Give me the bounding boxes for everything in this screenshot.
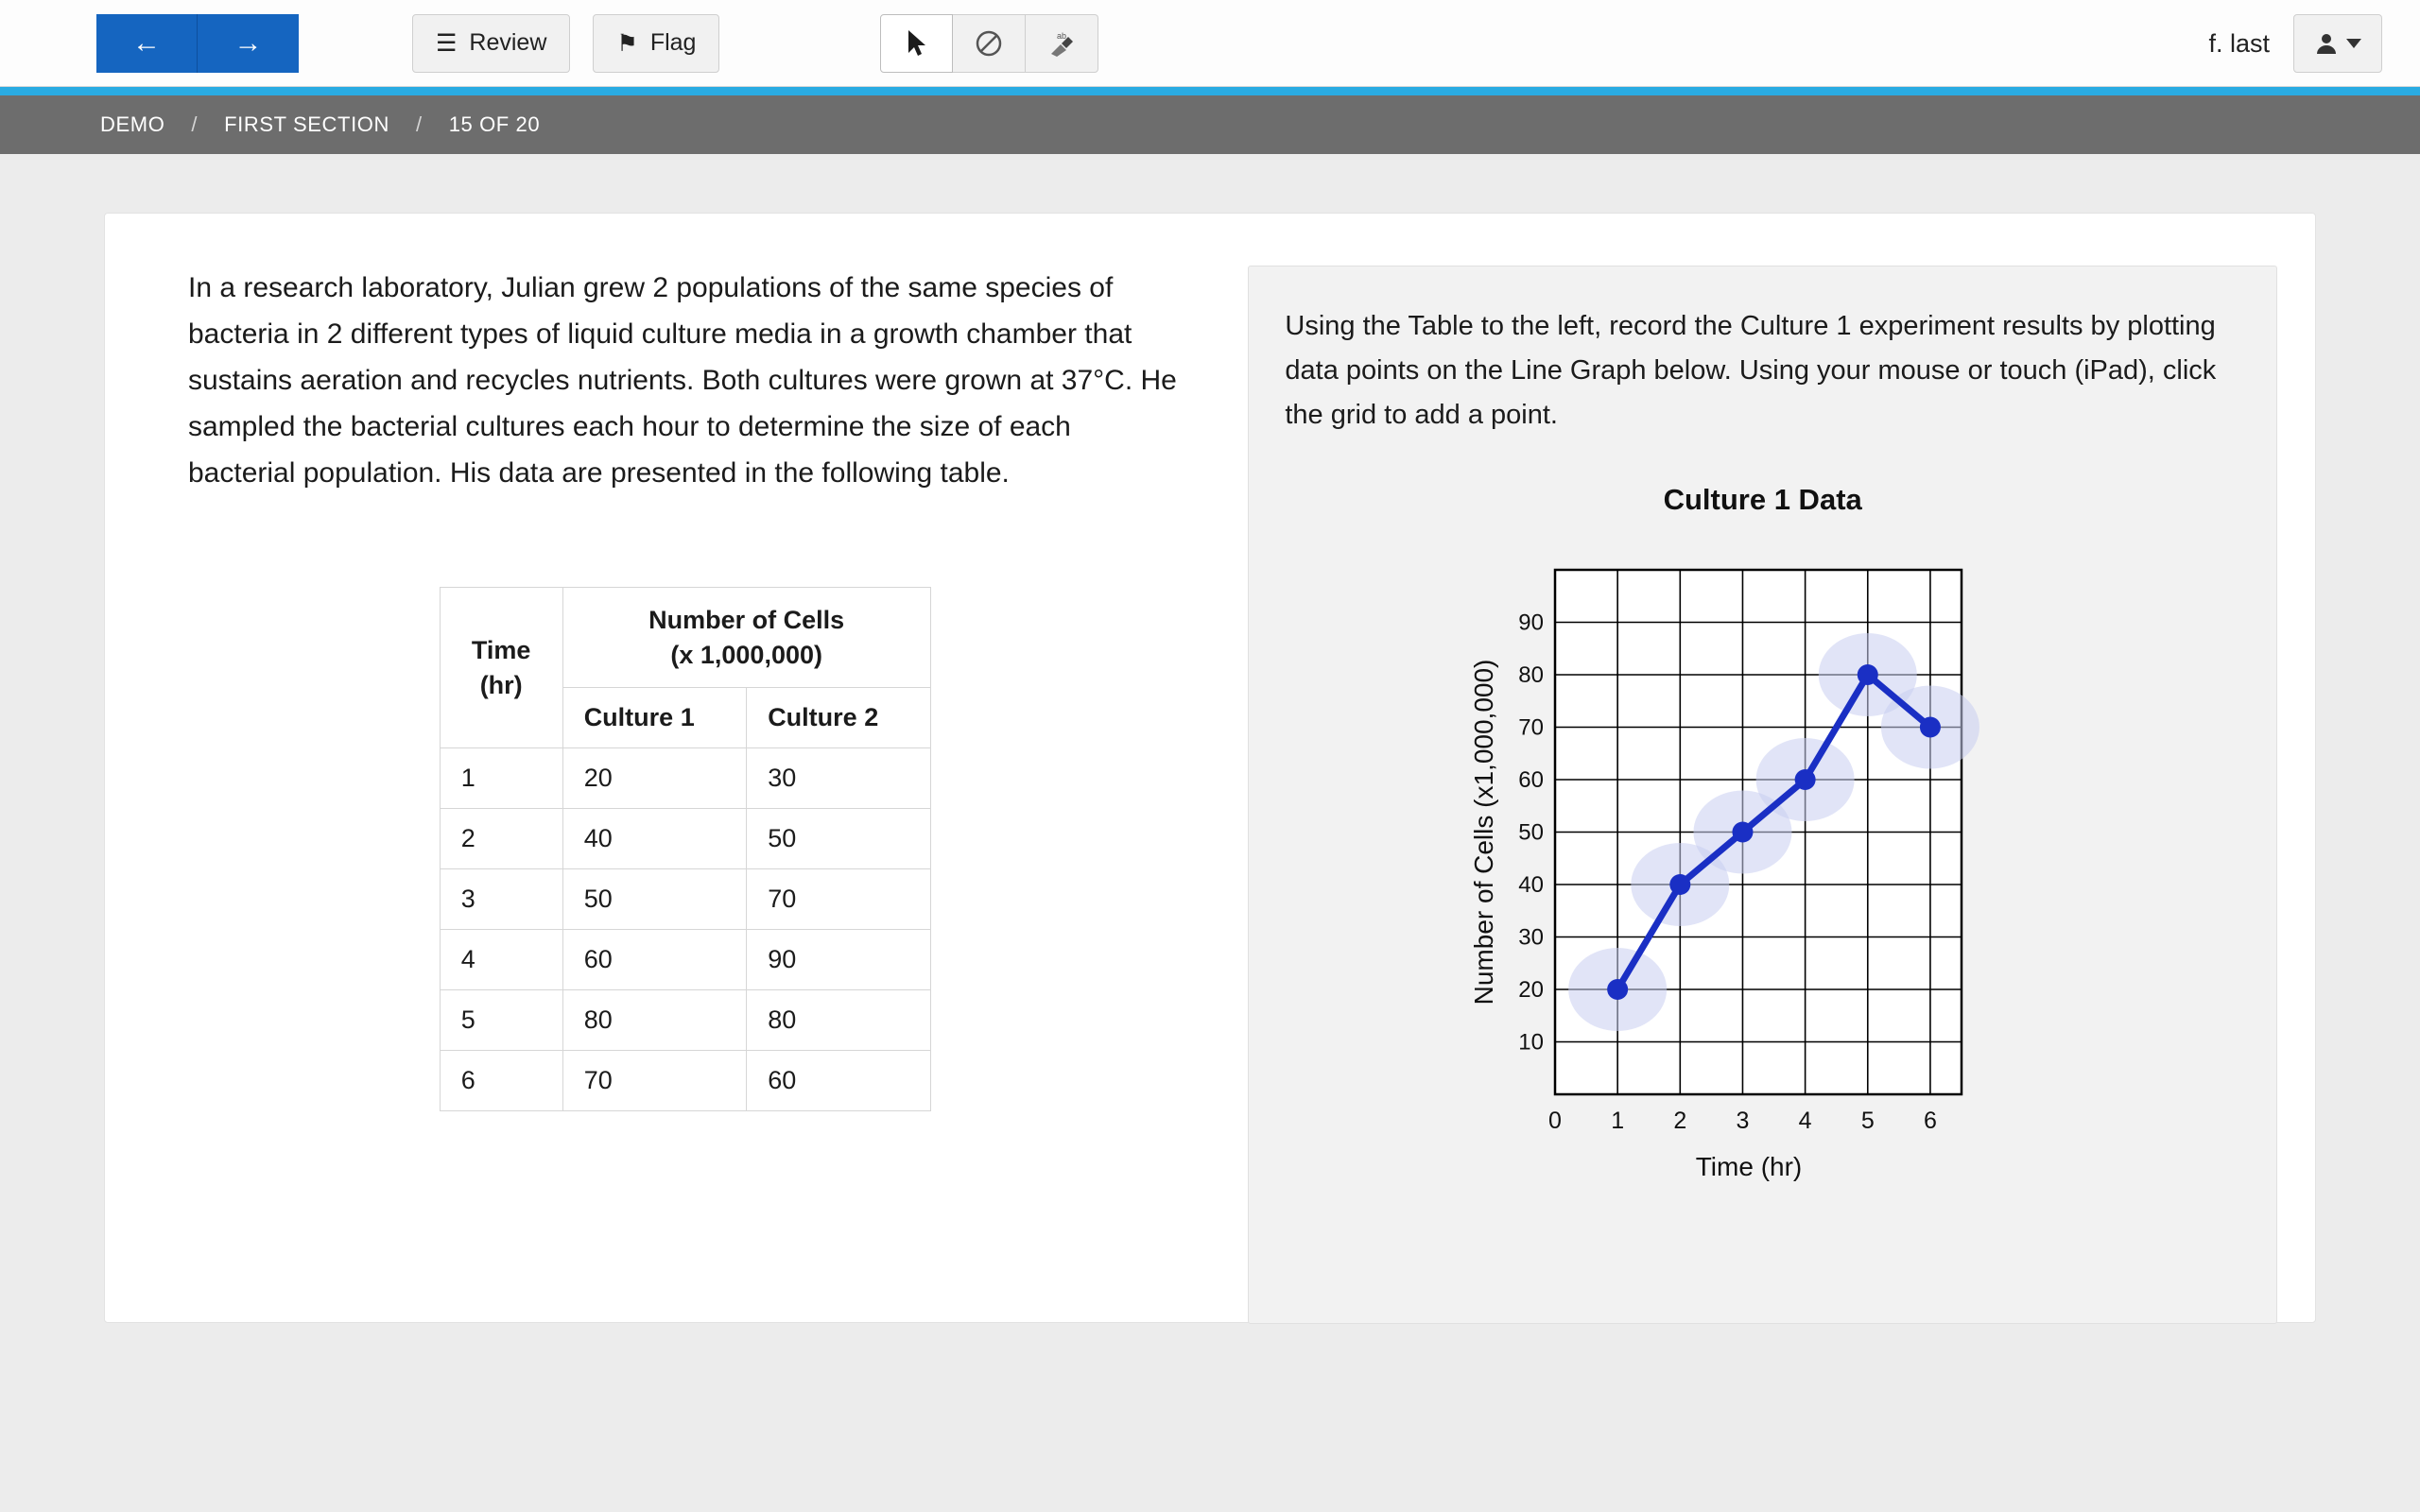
data-point[interactable] (1732, 821, 1753, 842)
data-point[interactable] (1669, 874, 1690, 895)
time-header-line1: Time (471, 636, 531, 665)
table-header-row (440, 588, 930, 688)
question-card (104, 213, 2316, 1323)
x-axis-tick-label: 5 (1860, 1107, 1875, 1134)
user-area (2208, 0, 2382, 87)
y-axis-tick-label: 80 (1517, 662, 1544, 688)
y-axis-tick-label: 70 (1517, 714, 1544, 741)
cell-time: 5 (440, 990, 562, 1051)
svg-text:ab: ab (1057, 30, 1067, 41)
cell-culture1: 50 (562, 869, 747, 930)
y-axis-tick-label: 50 (1517, 819, 1544, 846)
time-column-header (440, 588, 562, 748)
breadcrumb-separator: / (415, 112, 423, 136)
user-icon (2314, 31, 2339, 56)
cell-culture1: 20 (562, 748, 747, 809)
navigation-buttons (96, 14, 299, 73)
cell-time: 2 (440, 809, 562, 869)
graph-container[interactable] (1285, 557, 2240, 1237)
cell-culture2: 90 (747, 930, 931, 990)
cell-culture1: 60 (562, 930, 747, 990)
eliminate-tool-button[interactable] (953, 14, 1026, 73)
breadcrumb-item-demo[interactable]: DEMO (100, 112, 165, 136)
y-axis-tick-label: 30 (1517, 924, 1544, 951)
accent-bar (0, 87, 2420, 95)
cell-time: 3 (440, 869, 562, 930)
cell-culture2: 70 (747, 869, 931, 930)
y-axis-tick-label: 60 (1517, 766, 1544, 793)
x-axis-tick-label: 0 (1547, 1107, 1562, 1134)
cells-header-line1: Number of Cells (648, 606, 845, 635)
user-menu-button[interactable] (2293, 14, 2382, 73)
table-row (440, 930, 930, 990)
table-row (440, 809, 930, 869)
chevron-down-icon (2346, 39, 2361, 48)
cell-culture1: 80 (562, 990, 747, 1051)
y-axis-tick-label: 40 (1517, 871, 1544, 898)
cell-time: 4 (440, 930, 562, 990)
x-axis-tick-label: 1 (1610, 1107, 1624, 1134)
cell-culture2: 30 (747, 748, 931, 809)
x-axis-tick-label: 2 (1673, 1107, 1686, 1134)
highlighter-icon (1046, 28, 1078, 59)
highlighter-tool-button[interactable] (1026, 14, 1098, 73)
cell-culture2: 50 (747, 809, 931, 869)
user-name-label: f. last (2208, 28, 2270, 58)
cursor-icon (907, 29, 927, 58)
list-icon: ☰ (436, 29, 458, 57)
next-question-button[interactable] (198, 14, 299, 73)
breadcrumb (0, 95, 2420, 154)
cell-culture2: 80 (747, 990, 931, 1051)
circle-slash-icon (975, 29, 1003, 58)
question-stem: In a research laboratory, Julian grew 2 populations of the same species of bacteria in 2 different types of liquid culture media in a growth chamber that sustains aeration and recycles nutrients. Both cultures were grown at 37°C. He sampled the bacterial cultures each hour to determine the size of each bacterial population. His data are presented in the following table. (188, 272, 1177, 489)
y-axis-tick-label: 10 (1517, 1029, 1544, 1056)
graph-title: Culture 1 Data (1663, 482, 1862, 516)
culture1-header: Culture 1 (562, 688, 747, 748)
line-graph-plot-area[interactable] (1461, 557, 2066, 1237)
top-toolbar (0, 0, 2420, 87)
response-panel (1248, 266, 2277, 1324)
page-body (0, 154, 2420, 1382)
arrow-left-icon: ← (132, 26, 161, 59)
cell-time: 6 (440, 1051, 562, 1111)
flag-icon: ⚑ (616, 29, 638, 57)
annotation-tools (880, 14, 1098, 73)
breadcrumb-item-progress: 15 OF 20 (448, 112, 541, 136)
response-instructions: Using the Table to the left, record the Culture 1 experiment results by plotting data points on the Line Graph below. Using your mouse or touch (iPad), click the grid to add a point. (1285, 311, 2217, 430)
table-row (440, 990, 930, 1051)
cells-column-header (562, 588, 930, 688)
data-point[interactable] (1794, 769, 1815, 790)
previous-question-button[interactable] (96, 14, 198, 73)
x-axis-label: Time (hr) (1695, 1151, 1802, 1181)
breadcrumb-separator: / (191, 112, 199, 136)
y-axis-tick-label: 20 (1517, 976, 1544, 1003)
cell-time: 1 (440, 748, 562, 809)
stimulus-panel (143, 266, 1227, 1270)
x-axis-tick-label: 6 (1923, 1107, 1937, 1134)
table-row (440, 1051, 930, 1111)
pointer-tool-button[interactable] (880, 14, 953, 73)
cells-header-line2: (x 1,000,000) (670, 640, 822, 669)
cell-culture1: 40 (562, 809, 747, 869)
breadcrumb-item-section[interactable]: FIRST SECTION (224, 112, 389, 136)
y-axis-tick-label: 90 (1517, 610, 1544, 636)
x-axis-tick-label: 3 (1736, 1107, 1750, 1134)
data-point[interactable] (1607, 979, 1628, 1000)
flag-button[interactable] (593, 14, 719, 73)
data-point[interactable] (1920, 716, 1941, 737)
data-point[interactable] (1857, 664, 1877, 685)
time-header-line2: (hr) (479, 670, 523, 699)
x-axis-tick-label: 4 (1798, 1107, 1812, 1134)
toolbar-actions (412, 14, 719, 73)
cell-culture1: 70 (562, 1051, 747, 1111)
arrow-right-icon: → (233, 26, 263, 59)
bacteria-data-table (440, 587, 931, 1111)
culture2-header: Culture 2 (747, 688, 931, 748)
flag-button-label: Flag (649, 29, 697, 56)
y-axis-label: Number of Cells (x1,000,000) (1468, 659, 1498, 1005)
review-button-label: Review (469, 29, 547, 56)
table-row (440, 748, 930, 809)
table-row (440, 869, 930, 930)
cell-culture2: 60 (747, 1051, 931, 1111)
review-button[interactable] (412, 14, 570, 73)
